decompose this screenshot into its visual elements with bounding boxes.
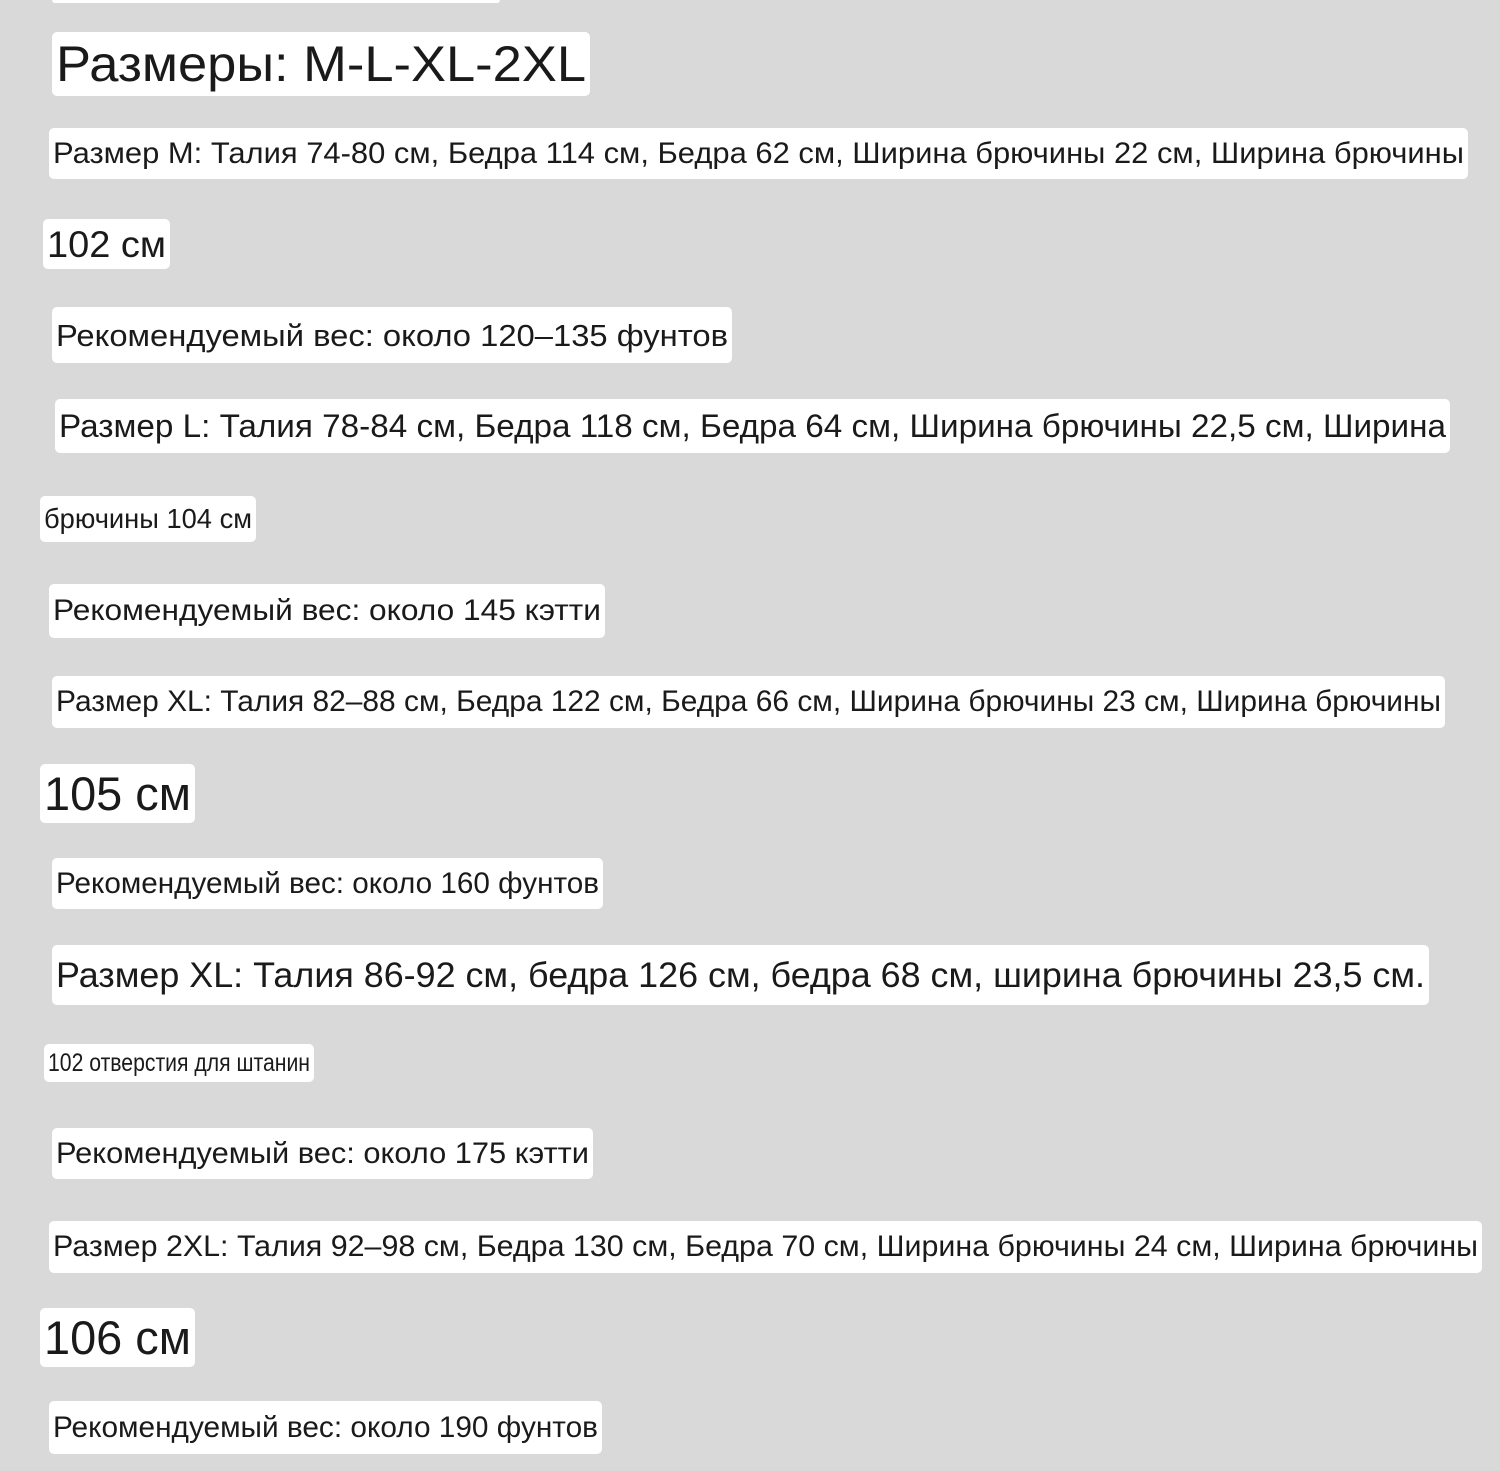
size-xl-second-measurements: Размер XL: Талия 86-92 см, бедра 126 см, бедра 68 см, ширина брючины 23,5 см. xyxy=(52,945,1429,1005)
size-2xl-measurements-continued: 106 см xyxy=(40,1308,195,1367)
size-xl-second-measurements-continued: 102 отверстия для штанин xyxy=(44,1044,314,1082)
size-l-measurements: Размер L: Талия 78-84 см, Бедра 118 см, Бедра 64 см, Ширина брючины 22,5 см, Ширина xyxy=(55,399,1450,453)
top-strip xyxy=(52,0,500,3)
size-l-measurements-continued: брючины 104 см xyxy=(40,496,256,542)
size-m-recommended-weight: Рекомендуемый вес: около 120–135 фунтов xyxy=(52,307,732,363)
size-m-measurements: Размер M: Талия 74-80 см, Бедра 114 см, Бедра 62 см, Ширина брючины 22 см, Ширина брючины xyxy=(49,128,1468,179)
size-l-recommended-weight: Рекомендуемый вес: около 145 кэтти xyxy=(49,584,605,638)
size-xl-measurements-continued: 105 см xyxy=(40,764,195,823)
page-title: Размеры: M-L-XL-2XL xyxy=(52,32,590,96)
size-2xl-measurements: Размер 2XL: Талия 92–98 см, Бедра 130 см, Бедра 70 см, Ширина брючины 24 см, Ширина брючины xyxy=(49,1221,1482,1273)
size-xl-measurements: Размер XL: Талия 82–88 см, Бедра 122 см, Бедра 66 см, Ширина брючины 23 см, Ширина брючины xyxy=(52,676,1445,728)
size-2xl-recommended-weight: Рекомендуемый вес: около 190 фунтов xyxy=(49,1401,602,1454)
size-xl-second-recommended-weight: Рекомендуемый вес: около 175 кэтти xyxy=(52,1128,593,1179)
size-m-measurements-continued: 102 см xyxy=(43,219,170,269)
size-xl-recommended-weight: Рекомендуемый вес: около 160 фунтов xyxy=(52,858,603,909)
